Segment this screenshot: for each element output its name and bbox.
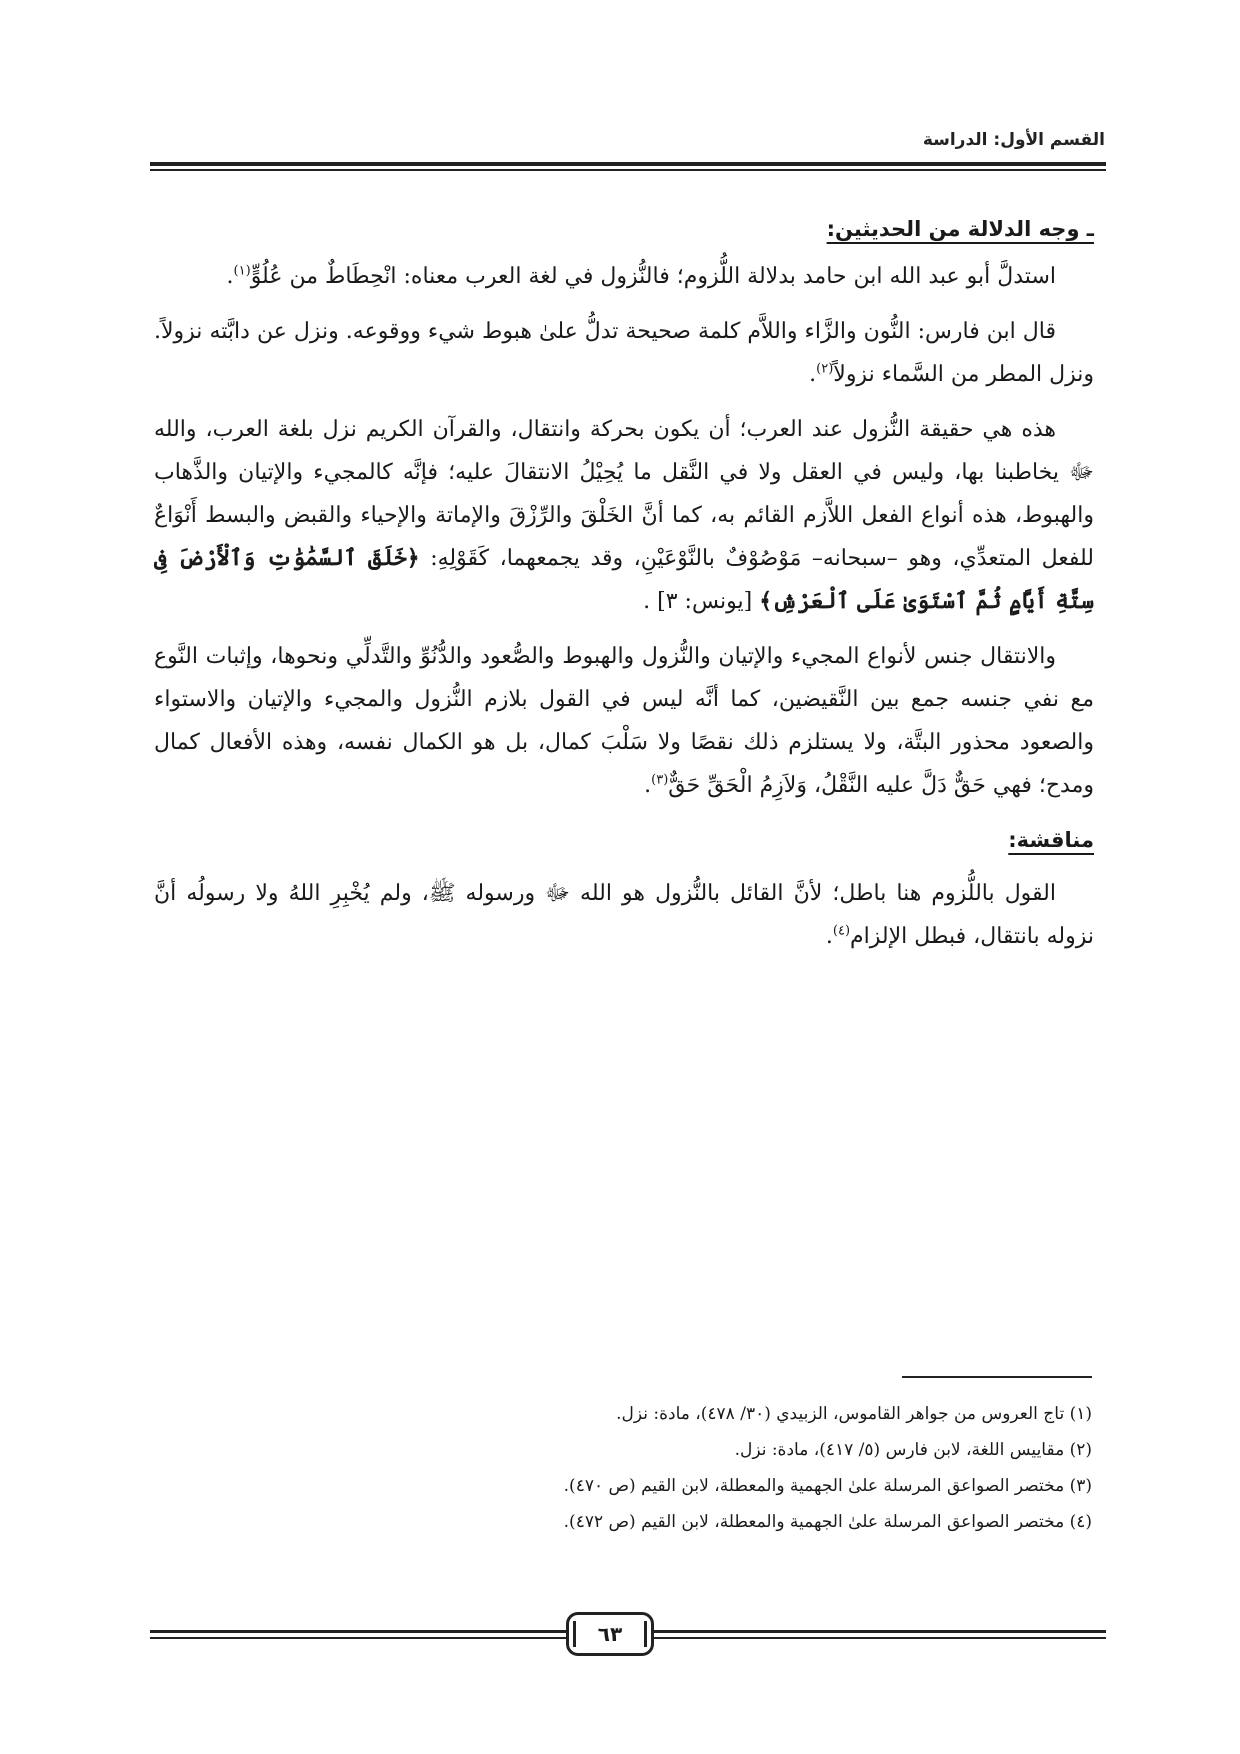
paragraph-3 (154, 408, 1094, 623)
paragraph-2 (154, 310, 1094, 396)
main-text (154, 208, 1094, 968)
footnote-1: (١) تاج العروس من جواهر القاموس، الزبيدي (٣٠/ ٤٧٨)، مادة: نزل. (616, 1404, 1092, 1424)
paragraph-text: القول باللُّزوم هنا باطل؛ لأنَّ القائل بالنُّزول هو الله ﷻ ورسوله ﷺ، ولم يُخْبِرِ اللهُ ولا رسولُه أنَّ نزوله بانتقال، فبطل الإلزام (154, 881, 1094, 949)
footnote-3: (٣) مختصر الصواعق المرسلة علىٰ الجهمية والمعطلة، لابن القيم (ص ٤٧٠). (563, 1476, 1092, 1496)
paragraph-end: . (809, 362, 817, 387)
page-number (566, 1612, 654, 1656)
paragraph-end: . (644, 773, 652, 798)
paragraph-text: قال ابن فارس: النُّون والزَّاء واللاَّم كلمة صحيحة تدلُّ علىٰ هبوط شيء ووقوعه. ونزل عن دابَّته نزولاً. ونزل المطر من السَّماء نزولاً (154, 319, 1094, 387)
footnote-ref-2: (٢) (816, 361, 834, 377)
quran-verse: ﴿خَلَقَ ٱلسَّمَٰوَٰتِ وَٱلْأَرْضَ فِى سِتَّةِ أَيَّامٍ ثُمَّ ٱسْتَوَىٰ عَلَى ٱلْعَرْشِ﴾ (154, 545, 1094, 614)
paragraph-end: . (825, 924, 833, 949)
footnote-ref-3: (٣) (651, 772, 669, 788)
paragraph-1 (154, 255, 1094, 298)
paragraph-end: . (226, 264, 234, 289)
footnote-2: (٢) مقاييس اللغة، لابن فارس (٥/ ٤١٧)، مادة: نزل. (734, 1440, 1092, 1460)
paragraph-text: هذه هي حقيقة النُّزول عند العرب؛ أن يكون بحركة وانتقال، والقرآن الكريم نزل بلغة العرب، والله ﷻ يخاطبنا بها، وليس في العقل ولا في النَّقل ما يُحِيْلُ الانتقالَ عليه؛ فإنَّه كالمجيء والإتيان والذَّهاب والهبوط، هذه أنواع الفعل اللاَّزم القائم به، كما أنَّ الخَلْقَ والرِّزْقَ والإماتة والإحياء والقبض والبسط أَنْوَاعٌ للفعل المتعدِّي، وهو –سبحانه– مَوْصُوْفٌ بالنَّوْعَيْنِ، وقد يجمعهما، كَقَوْلِهِ: (154, 417, 1095, 571)
footnotes (152, 1396, 1092, 1540)
footnote-ref-4: (٤) (832, 923, 851, 939)
footnote-separator (902, 1376, 1092, 1378)
discussion-heading: مناقشة: (1008, 828, 1094, 852)
section-heading: ـ وجه الدلالة من الحديثين: (826, 217, 1094, 241)
paragraph-4 (154, 635, 1094, 807)
footnote-ref-1: (١) (233, 263, 251, 279)
paragraph-5 (154, 872, 1094, 958)
running-header: القسم الأول: الدراسة (922, 130, 1105, 150)
header-rule (150, 162, 1106, 166)
paragraph-text: استدلَّ أبو عبد الله ابن حامد بدلالة اللُّزوم؛ فالنُّزول في لغة العرب معناه: انْحِطَاطٌ من عُلُوٍّ (250, 264, 1056, 289)
page-number-text: ٦٣ (597, 1622, 623, 1646)
paragraph-text: والانتقال جنس لأنواع المجيء والإتيان والنُّزول والهبوط والصُّعود والدُّنُوِّ والتَّدلِّي ونحوها، وإثبات النَّوع مع نفي جنسه جمع بين النَّقيضين، كما أنَّه ليس في القول بلازم النُّزول والمجيء والإتيان والاستواء والصعود محذور البتَّة، ولا يستلزم ذلك نقصًا ولا سَلْبَ كمال، بل هو الكمال نفسه، وهذه الأفعال كمال ومدح؛ فهي حَقٌّ دَلَّ عليه النَّقْلُ، وَلاَزِمُ الْحَقِّ حَقٌّ (154, 644, 1094, 798)
verse-citation: [يونس: ٣] . (643, 589, 753, 614)
footnote-4: (٤) مختصر الصواعق المرسلة علىٰ الجهمية والمعطلة، لابن القيم (ص ٤٧٢). (563, 1512, 1092, 1532)
header-rule-thin (150, 169, 1106, 171)
